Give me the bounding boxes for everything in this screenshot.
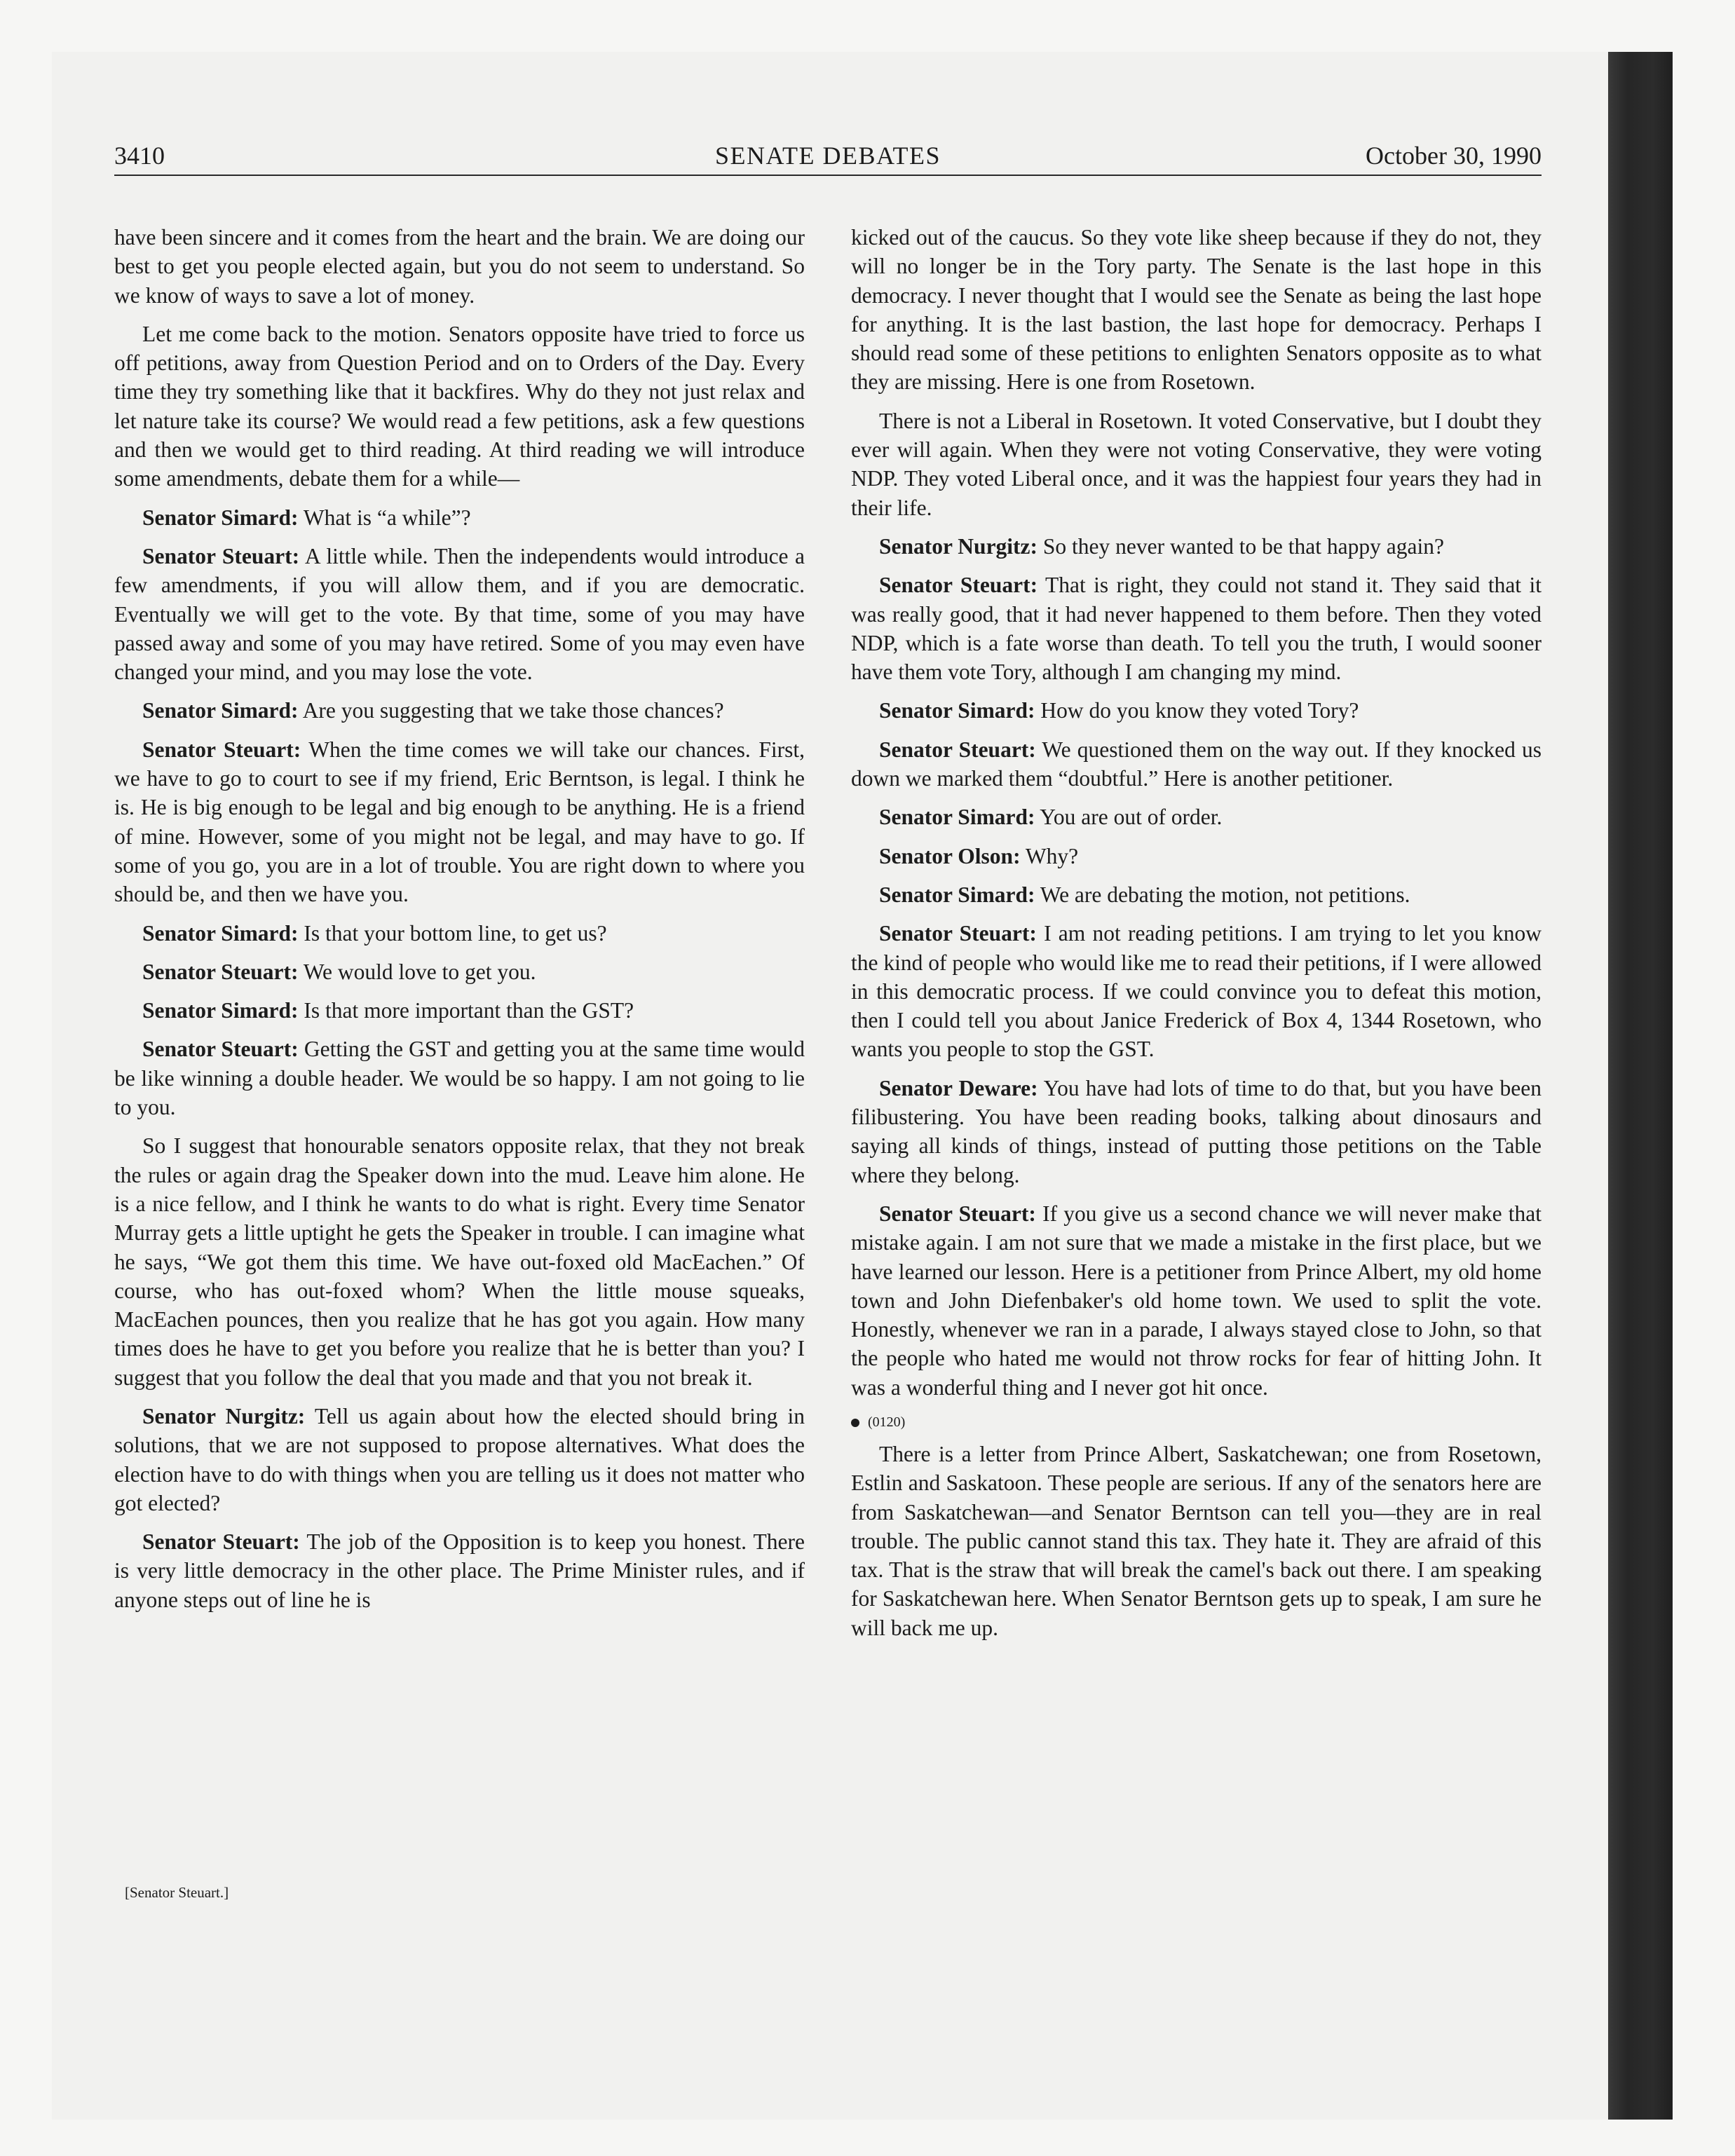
- paragraph-text: Are you suggesting that we take those chances?: [302, 698, 724, 723]
- binding-edge: [1608, 52, 1673, 2120]
- paragraph: [114, 223, 805, 310]
- speaker-name: Senator Steuart:: [879, 573, 1038, 598]
- paragraph-text: Is that your bottom line, to get us?: [304, 920, 607, 946]
- speaker-name: Senator Olson:: [879, 843, 1021, 868]
- paragraph: [114, 1035, 805, 1121]
- page-title: SENATE DEBATES: [714, 142, 941, 170]
- paragraph: [851, 696, 1542, 725]
- speaker-name: Senator Simard:: [142, 698, 299, 723]
- speaker-name: Senator Steuart:: [879, 737, 1036, 762]
- paragraph-text: The job of the Opposition is to keep you honest. There is very little democracy in the other place. The Prime Minister rules, and if anyone steps out of line he is: [114, 1529, 805, 1612]
- paragraph-text: What is “a while”?: [303, 505, 471, 530]
- paragraph: [114, 503, 805, 532]
- paragraph-text: So I suggest that honourable senators opposite relax, that they not break the rules or again drag the Speaker down into the mud. Leave him alone. He is a nice fellow, and I think he wants to do what is right. Every time Senator Murray gets a little uptight he gets the Speaker in trouble. I can imagine what he says, “We got them this time. We have out-foxed old MacEachen.” Of course, who has out-foxed whom? When the little mouse squeaks, MacEachen pounces, then you realize that he has got you again. How many times does he have to get you before you realize that he is better than you? I suggest that you follow the deal that you made and that you not break it.: [114, 1133, 805, 1390]
- paragraph: [851, 735, 1542, 793]
- paragraph: [851, 880, 1542, 909]
- paragraph: [851, 1074, 1542, 1189]
- paragraph: [851, 571, 1542, 686]
- speaker-name: Senator Simard:: [879, 698, 1035, 723]
- paragraph: [851, 223, 1542, 397]
- paragraph: [851, 1440, 1542, 1642]
- paragraph: [114, 320, 805, 493]
- paragraph: [851, 919, 1542, 1063]
- paragraph-text: You have had lots of time to do that, but you have been filibustering. You have been reading books, talking about dinosaurs and saying all kinds of things, instead of putting those petitions on the Table where they belong.: [851, 1075, 1542, 1187]
- paragraph-text: A little while. Then the independents would introduce a few amendments, if you will allow them, and if you are democratic. Eventually we will get to the vote. By that time, some of you may have passed away and some of you may have retired. Some of you may even have changed your mind, and you may lose the vote.: [114, 543, 805, 685]
- paragraph: [114, 735, 805, 909]
- speaker-name: Senator Steuart:: [142, 959, 299, 984]
- paragraph-text: Getting the GST and getting you at the same time would be like winning a double header. We would be so happy. I am not going to lie to you.: [114, 1037, 805, 1120]
- paragraph-text: There is not a Liberal in Rosetown. It voted Conservative, but I doubt they ever will again. When they were not voting Conservative, they were voting NDP. They voted Liberal once, and it was the happiest four years they had in their life.: [851, 408, 1542, 520]
- header-rule: [114, 175, 1542, 176]
- paragraph-text: When the time comes we will take our chances. First, we have to go to court to see if my friend, Eric Berntson, is legal. I think he is. He is big enough to be legal and big enough to be anything. He is a friend of mine. However, some of you might not be legal, and may have to go. If some of you go, you are in a lot of trouble. You are right down to where you should be, and then we have you.: [114, 737, 805, 907]
- paragraph: [114, 1402, 805, 1517]
- page-header: [114, 141, 1542, 177]
- paragraph: [114, 1527, 805, 1614]
- paragraph-text: have been sincere and it comes from the heart and the brain. We are doing our best to get you people elected again, but you do not seem to understand. So we know of ways to save a lot of money.: [114, 225, 805, 308]
- speaker-name: Senator Steuart:: [879, 1201, 1036, 1226]
- paragraph: [851, 1199, 1542, 1402]
- paragraph: [114, 696, 805, 725]
- paragraph-text: I am not reading petitions. I am trying to let you know the kind of people who would like me to read their petitions, if I were allowed in this democratic process. If we could convince you to defeat this motion, then I could tell you about Janice Frederick of Box 4, 1344 Rosetown, who wants you people to stop the GST.: [851, 921, 1542, 1062]
- paragraph-text: Why?: [1025, 843, 1079, 868]
- paragraph-text: Is that more important than the GST?: [304, 998, 634, 1023]
- time-marker: [851, 1412, 1542, 1433]
- speaker-name: Senator Nurgitz:: [879, 533, 1038, 559]
- speaker-name: Senator Simard:: [142, 998, 299, 1023]
- paragraph-text: Tell us again about how the elected should bring in solutions, that we are not supposed to propose alternatives. What does the election have to do with things when you are telling us it does not matter who got elected?: [114, 1403, 805, 1515]
- speaker-name: Senator Simard:: [879, 882, 1035, 907]
- speaker-name: Senator Deware:: [879, 1075, 1038, 1100]
- right-column: [851, 223, 1542, 1652]
- page-date: October 30, 1990: [1366, 142, 1542, 170]
- speaker-name: Senator Simard:: [879, 805, 1035, 830]
- paragraph-text: We are debating the motion, not petitions.: [1040, 882, 1410, 907]
- paragraph: [851, 803, 1542, 831]
- paragraph-text: We questioned them on the way out. If they knocked us down we marked them “doubtful.” Here is another petitioner.: [851, 737, 1542, 791]
- paragraph-text: If you give us a second chance we will never make that mistake again. I am not sure that we made a mistake in the first place, but we have learned our lesson. Here is a petitioner from Prince Albert, my old home town and John Diefenbaker's old home town. We used to split the vote. Honestly, whenever we ran in a parade, I always stayed close to John, so that the people who hated me would not throw rocks for fear of hitting John. It was a wonderful thing and I never got hit once.: [851, 1201, 1542, 1400]
- paragraph: [114, 957, 805, 986]
- paragraph: [114, 919, 805, 948]
- paragraph: [851, 532, 1542, 561]
- speaker-name: Senator Steuart:: [879, 921, 1037, 946]
- paragraph-text: You are out of order.: [1040, 805, 1223, 830]
- footer-note: [Senator Steuart.]: [125, 1884, 229, 1901]
- paragraph: [114, 1131, 805, 1392]
- speaker-name: Senator Steuart:: [142, 1037, 299, 1062]
- speaker-name: Senator Steuart:: [142, 1529, 300, 1555]
- time-marker-label: (0120): [868, 1414, 906, 1430]
- bullet-icon: [851, 1419, 859, 1427]
- left-column: [114, 223, 805, 1624]
- paragraph: [851, 842, 1542, 871]
- paragraph: [851, 407, 1542, 522]
- paragraph-text: kicked out of the caucus. So they vote like sheep because if they do not, they will no longer be in the Tory party. The Senate is the last hope in this democracy. I never thought that I would see the Senate as being the last hope for anything. It is the last bastion, the last hope for democracy. Perhaps I should read some of these petitions to enlighten Senators opposite as to what they are missing. Here is one from Rosetown.: [851, 225, 1542, 395]
- paragraph-text: We would love to get you.: [303, 959, 536, 984]
- paragraph-text: There is a letter from Prince Albert, Saskatchewan; one from Rosetown, Estlin and Saskatoon. These people are serious. If any of the senators here are from Saskatchewan—and Senator Berntson can tell you—they are in real trouble. The public cannot stand this tax. They hate it. They are afraid of this tax. That is the straw that will break the camel's back out there. I am speaking for Saskatchewan here. When Senator Berntson gets up to speak, I am sure he will back me up.: [851, 1441, 1542, 1640]
- paragraph: [114, 996, 805, 1025]
- speaker-name: Senator Steuart:: [142, 543, 300, 568]
- page-number: 3410: [114, 142, 165, 170]
- speaker-name: Senator Steuart:: [142, 737, 301, 762]
- speaker-name: Senator Simard:: [142, 920, 299, 946]
- paragraph-text: How do you know they voted Tory?: [1040, 698, 1359, 723]
- speaker-name: Senator Simard:: [142, 505, 299, 530]
- paragraph-text: Let me come back to the motion. Senators opposite have tried to force us off petitions, away from Question Period and on to Orders of the Day. Every time they try something like that it backfires. Why do they not just relax and let nature take its course? We would read a few petitions, ask a few questions and then we would get to third reading. At third reading we will introduce some amendments, debate them for a while—: [114, 321, 805, 491]
- paragraph-text: So they never wanted to be that happy again?: [1042, 533, 1444, 559]
- speaker-name: Senator Nurgitz:: [142, 1403, 306, 1428]
- paragraph: [114, 542, 805, 686]
- paragraph-text: That is right, they could not stand it. They said that it was really good, that it had never happened to them before. Then they voted NDP, which is a fate worse than death. To tell you the truth, I would sooner have them vote Tory, although I am changing my mind.: [851, 573, 1542, 685]
